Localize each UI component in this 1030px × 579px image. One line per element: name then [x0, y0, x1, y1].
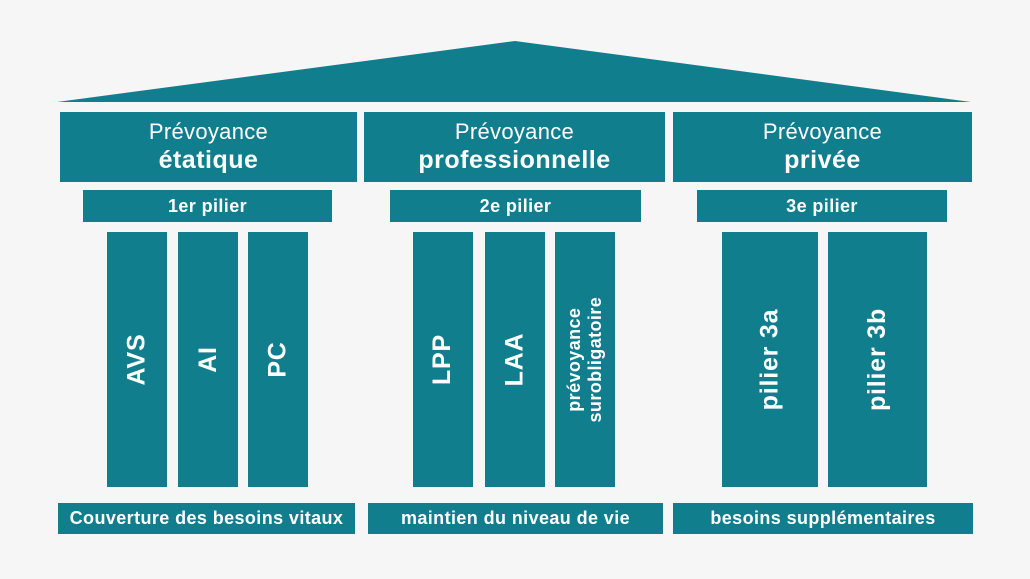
column-lpp: [413, 232, 473, 487]
footer-label: maintien du niveau de vie: [400, 508, 631, 528]
column-avs: [107, 232, 167, 487]
column-label: AI: [193, 346, 222, 373]
pillar-1-label-bar: [83, 190, 332, 222]
header-line2: professionnelle: [418, 146, 611, 175]
header-line1: Prévoyance: [454, 118, 575, 144]
pillar-3-label-bar: [697, 190, 947, 222]
column-pc: [248, 232, 308, 487]
footer-label: besoins supplémentaires: [710, 508, 936, 528]
column-pilier-3b: [828, 232, 927, 487]
pillar-label: 2e pilier: [479, 195, 552, 216]
section-privee-footer: [673, 503, 973, 534]
section-etatique-header: [60, 112, 357, 182]
header-line2: privée: [784, 146, 861, 175]
column-label: PC: [263, 341, 292, 378]
section-etatique-footer: [58, 503, 355, 534]
pillar-2-label-bar: [390, 190, 641, 222]
section-professionnelle-header: [364, 112, 665, 182]
roof-triangle: [0, 0, 1030, 110]
column-ai: [178, 232, 238, 487]
section-privee-header: [673, 112, 972, 182]
column-label: pilier 3a: [755, 308, 784, 411]
column-label: prévoyance surobligatoire: [564, 296, 606, 423]
header-line1: Prévoyance: [762, 118, 883, 144]
column-label: AVS: [122, 333, 151, 386]
column-label: LAA: [500, 332, 529, 387]
pillar-label: 3e pilier: [786, 195, 858, 216]
column-label: pilier 3b: [863, 307, 891, 412]
column-pilier-3a: [722, 232, 818, 487]
header-line1: Prévoyance: [148, 118, 269, 144]
column-laa: [485, 232, 545, 487]
column-prevoyance-surobligatoire: [555, 232, 615, 487]
pillar-label: 1er pilier: [167, 195, 248, 216]
section-professionnelle-footer: [368, 503, 663, 534]
header-line2: étatique: [158, 146, 259, 175]
footer-label: Couverture des besoins vitaux: [69, 508, 344, 528]
column-label: LPP: [428, 333, 457, 386]
